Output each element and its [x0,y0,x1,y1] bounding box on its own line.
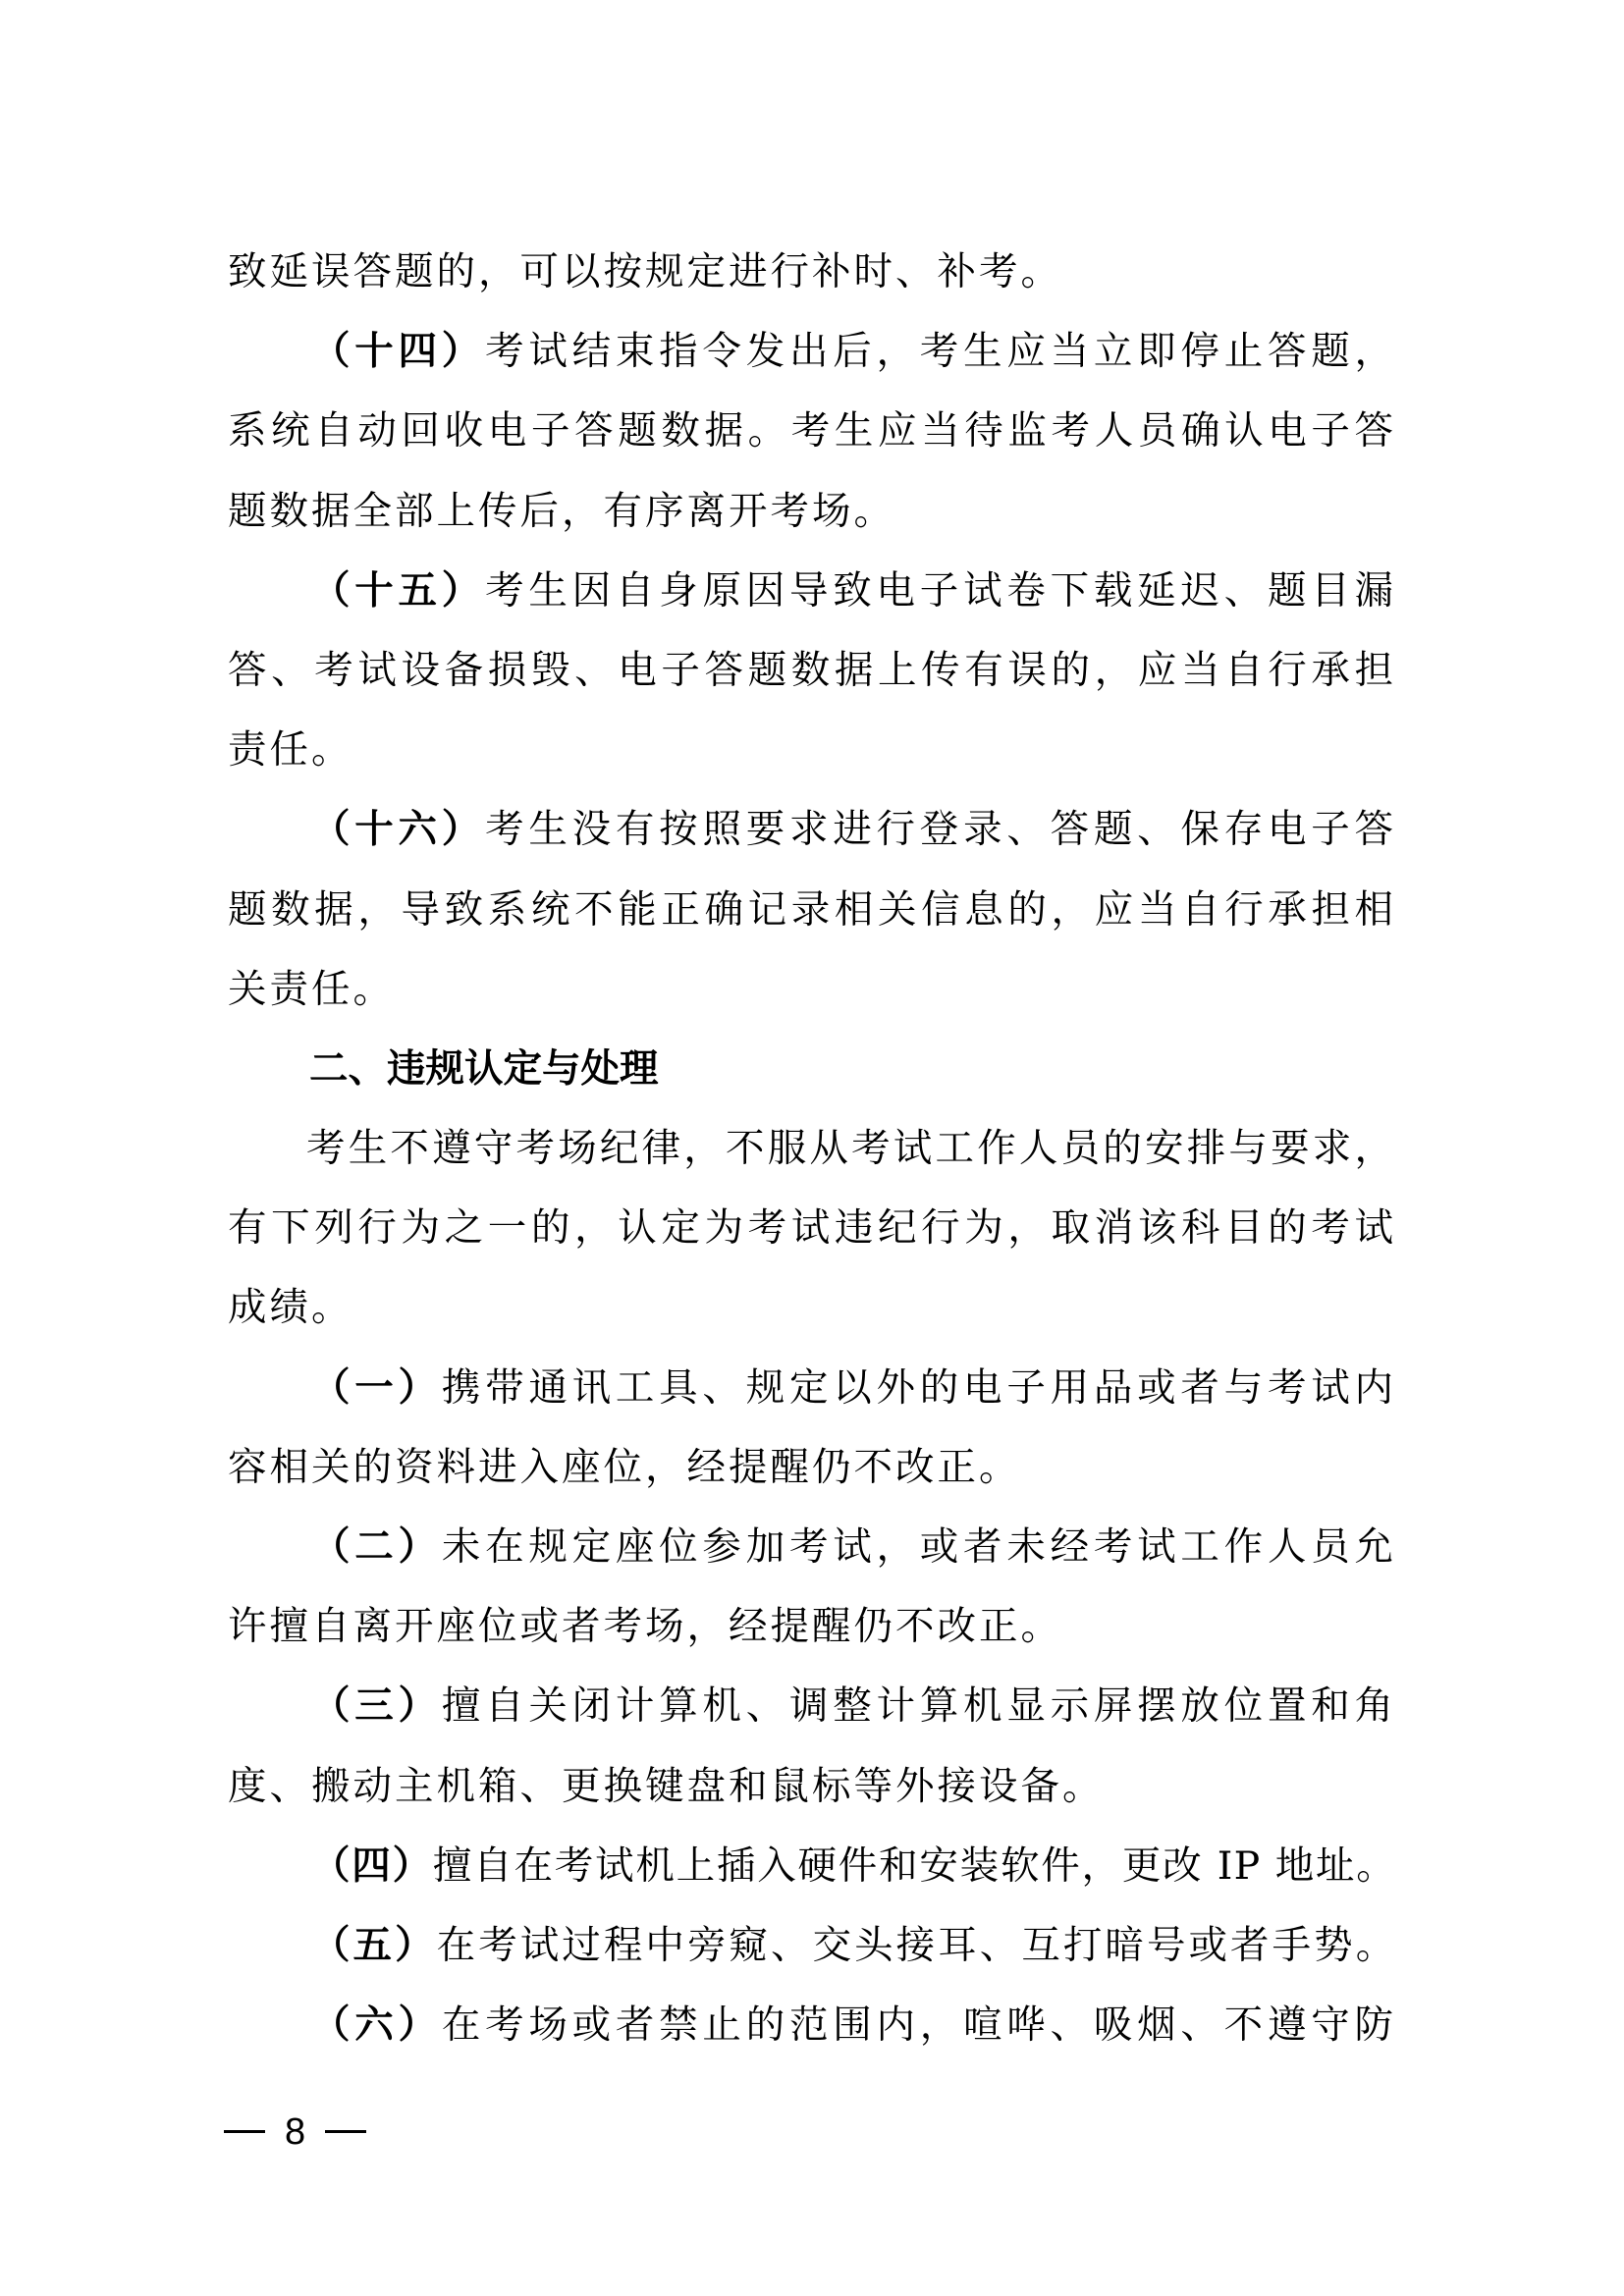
body-line: 题数据，导致系统不能正确记录相关信息的，应当自行承担相 [228,886,1396,933]
section-heading: 二、违规认定与处理 [309,1045,659,1092]
list-item-14 [228,312,1396,392]
body-line: 关责任。 [228,966,395,1012]
item-number: （十五） [311,567,486,614]
body-line: 责任。 [228,727,353,774]
document-page [228,233,1396,2065]
list-item-15 [228,552,1396,631]
body-line: 题数据全部上传后，有序离开考场。 [228,488,895,534]
body-line: 成绩。 [228,1285,353,1331]
item-number: （五） [311,1922,437,1968]
dash-decoration [325,2130,366,2133]
dash-decoration [224,2130,265,2133]
body-line: 容相关的资料进入座位，经提醒仍不改正。 [228,1444,1021,1490]
list-item-16 [228,790,1396,870]
item-number: （一） [311,1364,442,1411]
body-line: 答、考试设备损毁、电子答题数据上传有误的，应当自行承担 [228,647,1396,693]
list-item-1 [228,1349,1396,1428]
body-line: 有下列行为之一的，认定为考试违纪行为，取消该科目的考试 [228,1205,1396,1252]
item-number: （二） [311,1524,442,1570]
body-line: 度、搬动主机箱、更换键盘和鼠标等外接设备。 [228,1763,1105,1809]
item-text: 携带通讯工具、规定以外的电子用品或者与考试内 [441,1364,1396,1411]
list-item-5 [228,1906,1396,1986]
item-text: 考生因自身原因导致电子试卷下载延迟、题目漏 [485,567,1397,614]
body-line: 许擅自离开座位或者考场，经提醒仍不改正。 [228,1604,1062,1650]
item-number: （四） [311,1842,433,1889]
list-item-6 [228,1986,1396,2065]
item-text: 擅自在考试机上插入硬件和安装软件，更改 IP 地址。 [432,1842,1396,1889]
item-text: 未在规定座位参加考试，或者未经考试工作人员允 [441,1524,1396,1570]
item-number: （六） [311,2002,442,2049]
list-item-3 [228,1667,1396,1746]
item-text: 考生没有按照要求进行登录、答题、保存电子答 [485,807,1397,853]
page-number-value: 8 [285,2111,306,2153]
item-number: （十四） [311,329,486,375]
list-item-2 [228,1508,1396,1587]
item-number: （三） [311,1683,442,1730]
item-number: （十六） [311,807,486,853]
section-intro-paragraph: 考生不遵守考场纪律，不服从考试工作人员的安排与要求， [306,1126,1396,1172]
item-text: 考试结束指令发出后，考生应当立即停止答题， [485,329,1397,375]
page-number [224,2103,366,2162]
item-text: 在考场或者禁止的范围内，喧哗、吸烟、不遵守防 [441,2002,1396,2049]
body-line: 系统自动回收电子答题数据。考生应当待监考人员确认电子答 [228,408,1396,454]
body-line: 致延误答题的，可以按规定进行补时、补考。 [228,249,1062,294]
list-item-4 [228,1827,1396,1906]
item-text: 擅自关闭计算机、调整计算机显示屏摆放位置和角 [441,1683,1396,1730]
item-text: 在考试过程中旁窥、交头接耳、互打暗号或者手势。 [436,1922,1397,1968]
